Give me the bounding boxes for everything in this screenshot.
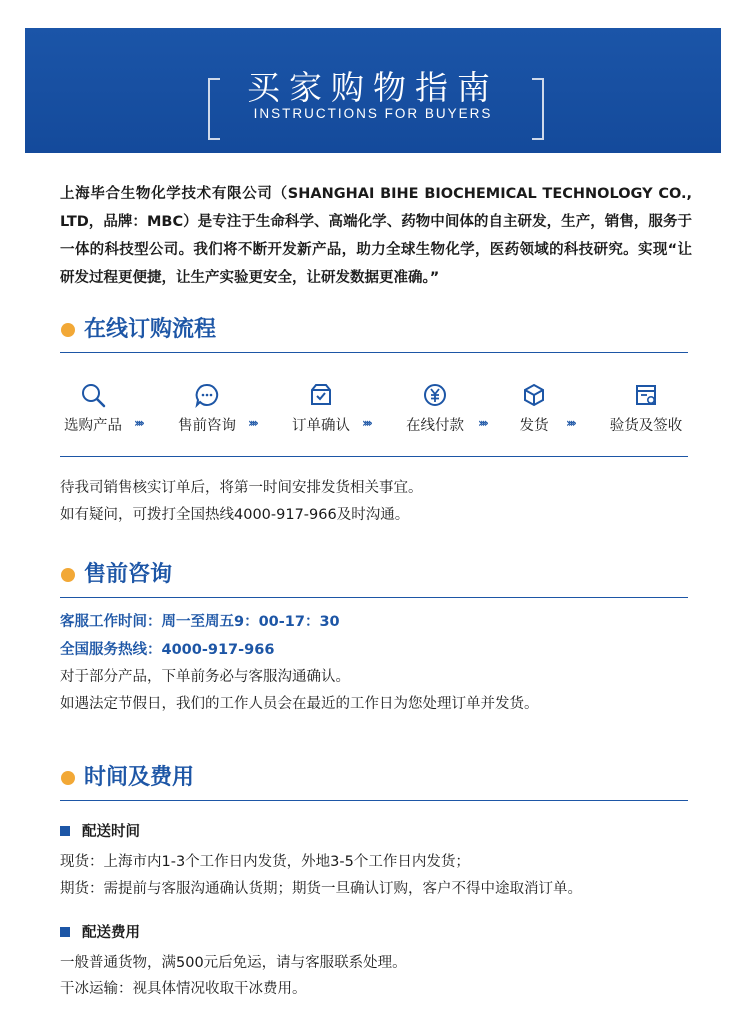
delivery-fee-line: 干冰运输：视具体情况收取干冰费用。 xyxy=(60,981,307,997)
section-presale xyxy=(60,557,688,598)
bullet-dot-icon xyxy=(61,568,75,582)
yen-icon xyxy=(402,380,468,410)
divider xyxy=(60,456,688,457)
step-online-payment xyxy=(402,380,468,435)
arrow-icon: ›››› xyxy=(362,416,370,430)
step-shipping xyxy=(514,380,554,435)
subhead-delivery-time xyxy=(60,820,140,841)
step-label: 选购产品 xyxy=(64,418,122,434)
delivery-time-line: 期货：需提前与客服沟通确认货期；期货一旦确认订购，客户不得中途取消订单。 xyxy=(60,881,582,897)
section-time-fees xyxy=(60,760,688,801)
search-icon xyxy=(60,380,126,410)
presale-note: 对于部分产品，下单前务必与客服沟通确认。 xyxy=(60,669,350,685)
step-presale-consult xyxy=(174,380,240,435)
service-hours: 客服工作时间：周一至周五9：00-17：30 xyxy=(60,614,340,630)
subhead-delivery-fee xyxy=(60,921,140,942)
page-title: 买家购物指南 xyxy=(247,68,499,107)
arrow-icon: ›››› xyxy=(478,416,486,430)
step-select-product xyxy=(60,380,126,435)
step-inspect-sign xyxy=(604,380,688,435)
step-label: 在线付款 xyxy=(406,418,464,434)
square-bullet-icon xyxy=(60,927,70,937)
section-title: 售前咨询 xyxy=(84,562,173,587)
step-label: 售前咨询 xyxy=(178,418,236,434)
step-order-confirm xyxy=(288,380,354,435)
package-icon xyxy=(514,380,554,410)
arrow-icon: ›››› xyxy=(134,416,142,430)
delivery-time-line: 现货：上海市内1-3个工作日内发货，外地3-5个工作日内发货； xyxy=(60,854,470,870)
flow-note: 如有疑问，可拨打全国热线4000-917-966及时沟通。 xyxy=(60,507,410,523)
step-label: 验货及签收 xyxy=(609,418,683,434)
subhead-label: 配送费用 xyxy=(82,925,140,941)
chat-icon xyxy=(174,380,240,410)
step-label: 订单确认 xyxy=(292,418,350,434)
subhead-label: 配送时间 xyxy=(82,824,140,840)
section-order-process xyxy=(60,312,688,353)
presale-note: 如遇法定节假日，我们的工作人员会在最近的工作日为您处理订单并发货。 xyxy=(60,696,539,712)
box-check-icon xyxy=(288,380,354,410)
page-subtitle: INSTRUCTIONS FOR BUYERS xyxy=(253,106,493,121)
bullet-dot-icon xyxy=(61,771,75,785)
section-title: 时间及费用 xyxy=(84,765,195,790)
delivery-fee-line: 一般普通货物，满500元后免运，请与客服联系处理。 xyxy=(60,955,407,971)
service-hotline: 全国服务热线：4000-917-966 xyxy=(60,642,275,658)
receipt-icon xyxy=(604,380,688,410)
step-label: 发货 xyxy=(519,418,549,434)
arrow-icon: ›››› xyxy=(248,416,256,430)
bullet-dot-icon xyxy=(61,323,75,337)
flow-note: 待我司销售核实订单后，将第一时间安排发货相关事宜。 xyxy=(60,480,423,496)
section-title: 在线订购流程 xyxy=(84,317,217,342)
square-bullet-icon xyxy=(60,826,70,836)
header-banner xyxy=(25,28,721,153)
order-flow xyxy=(60,380,690,440)
company-intro: 上海毕合生物化学技术有限公司（SHANGHAI BIHE BIOCHEMICAL TECHNOLOGY CO., LTD，品牌：MBC）是专注于生命科学、高端化学、药物中间体的自主研发，生产，销售，服务于一体的科技型公司。我们将不断开发新产品，助力全球生物化学，医药领域的科技研究。实现“让研发过程更便捷，让生产实验更安全，让研发数据更准确。” xyxy=(60,186,692,286)
arrow-icon: ›››› xyxy=(566,416,574,430)
